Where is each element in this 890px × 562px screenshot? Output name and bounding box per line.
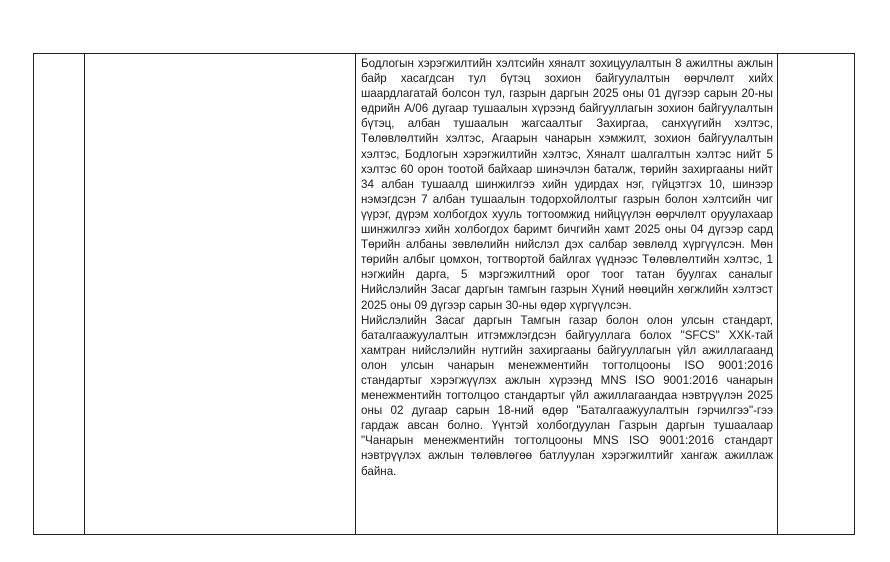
number-cell xyxy=(34,54,85,535)
paragraph-iso-standard: Нийслэлийн Засаг даргын Тамгын газар болон олон улсын стандарт, баталгаажуулалтын итгэмжлэгдсэн байгууллага болох "SFCS" ХХК-тай хамтран нийслэлийн нутгийн захиргааны байгууллагын үйл ажиллагаанд олон улсын чанарын менежментийн тогтолцооны ISO 9001:2016 стандартыг хэрэгжүүлэх ажлын хүрээнд MNS ISO 9001:2016 чанарын менежментийн тогтолцоо стандартыг үйл ажиллагаандаа нэвтрүүлэн 2025 оны 02 дугаар сарын 18-ний өдөр "Баталгаажуулалтын гэрчилгээ"-гээ гардаж авсан болно. Үүнтэй холбогдуулан Газрын даргын тушаалаар "Чанарын менежментийн тогтолцооны MNS ISO 9001:2016 стандарт нэвтрүүлэх ажлын төлөвлөгөө батлуулан хэрэгжилтийг хангаж ажиллаж байна. xyxy=(361,313,773,478)
paragraph-structure-reform: Бодлогын хэрэгжилтийн хэлтсийн хяналт зохицуулалтын 8 ажилтны ажлын байр хасагдсан тул бүтэц зохион байгуулалтын өөрчлөлт хийх шаардлагатай болсон тул, газрын даргын 2025 оны 01 дүгээр сарын 20-ны өдрийн А/06 дугаар тушаалын хүрээнд байгууллагын зохион байгуулалтын бүтэц, албан тушаалын жагсаалтыг Захиргаа, санхүүгийн хэлтэс, Төлөвлөлтийн хэлтэс, Агаарын чанарын хэмжилт, зохион байгуулалтын хэлтэс, Бодлогын хэрэгжилтийн хэлтэс, Хяналт шалгалтын хэлтэс нийт 5 хэлтэс 60 орон тоотой байхаар шинэчлэн баталж, төрийн захиргааны нийт 34 албан тушаалд шинжилгээ хийн удирдах нэг, гүйцэтгэх 10, шинээр нэмэгдсэн 7 албан тушаалын тодорхойлолтыг газрын болон хэлтсийн чиг үүрэг, дүрэм холбогдох хууль тогтоомжид нийцүүлэн өөрчлөлт оруулахаар шинжилгээ хийн холбогдох баримт бичгийн хамт 2025 оны 04 дүгээр сард Төрийн албаны зөвлөлийн нийслэл дэх салбар зөвлөлд хүргүүлсэн. Мөн төрийн албыг цомхон, тогтвортой байлгах үүднээс Төлөвлөлтийн хэлтэс, 1 нэгжийн дарга, 5 мэргэжилтний орог тоог татан буулгах саналыг Нийслэлийн Засаг даргын тамгын газрын Хүний нөөцийн хөгжлийн хэлтэст 2025 оны 09 дүгээр сарын 30-ны өдөр хүргүүлсэн. xyxy=(361,57,773,312)
report-table xyxy=(33,53,855,535)
table-row xyxy=(34,54,855,535)
progress-cell xyxy=(356,54,778,535)
progress-text xyxy=(356,54,777,479)
evaluation-cell xyxy=(778,54,855,535)
task-cell xyxy=(85,54,356,535)
